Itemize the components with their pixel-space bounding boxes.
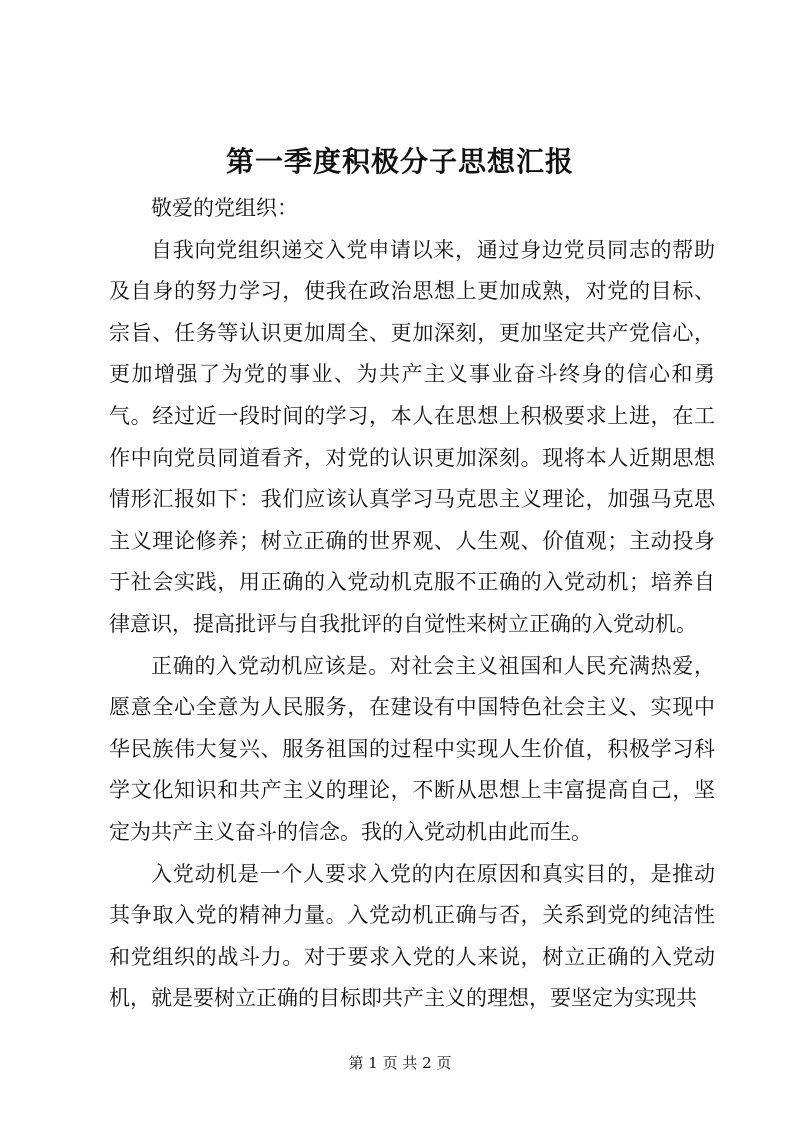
salutation: 敬爱的党组织： (151, 196, 298, 220)
document-title: 第一季度积极分子思想汇报 (225, 145, 574, 178)
document-body (109, 188, 715, 1020)
paragraph: 入党动机是一个人要求入党的内在原因和真实目的，是推动其争取入党的精神力量。入党动机正确与否，关系到党的纯洁性和党组织的战斗力。对于要求入党的人来说，树立正确的入党动机，就是要树立正确的目标即共产主义的理想，要坚定为实现共 (109, 861, 715, 1011)
paragraph: 正确的入党动机应该是。对社会主义祖国和人民充满热爱，愿意全心全意为人民服务，在建设有中国特色社会主义、实现中华民族伟大复兴、服务祖国的过程中实现人生价值，积极学习科学文化知识和共产主义的理论，不断从思想上丰富提高自己，坚定为共产主义奋斗的信念。我的入党动机由此而生。 (109, 653, 715, 844)
paragraph: 自我向党组织递交入党申请以来，通过身边党员同志的帮助及自身的努力学习，使我在政治思想上更加成熟，对党的目标、宗旨、任务等认识更加周全、更加深刻，更加坚定共产党信心，更加增强了为党的事业、为共产主义事业奋斗终身的信心和勇气。经过近一段时间的学习，本人在思想上积极要求上进，在工作中向党员同道看齐，对党的认识更加深刻。现将本人近期思想情形汇报如下：我们应该认真学习马克思主义理论，加强马克思主义理论修养；树立正确的世界观、人生观、价值观；主动投身于社会实践，用正确的入党动机克服不正确的入党动机；培养自律意识，提高批评与自我批评的自觉性来树立正确的入党动机。 (109, 237, 715, 636)
page-footer: 第 1 页 共 2 页 (348, 1054, 452, 1072)
